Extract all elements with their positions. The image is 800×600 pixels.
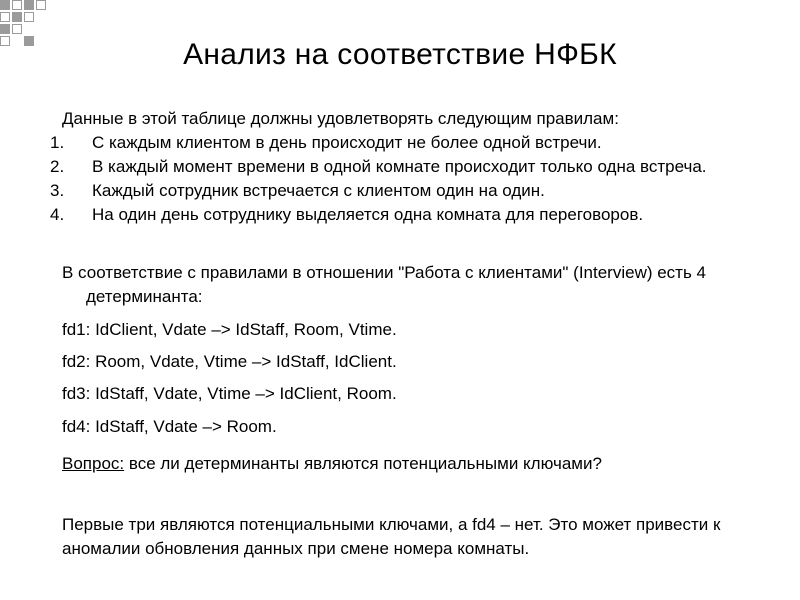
decor-square: [0, 0, 10, 10]
decor-square: [12, 0, 22, 10]
rule-item: [50, 155, 770, 179]
question-label: Вопрос:: [62, 454, 125, 473]
decor-square: [24, 12, 34, 22]
decor-square: [12, 12, 22, 22]
rules-list: [50, 131, 770, 227]
decor-square: [0, 12, 10, 22]
rule-item: [50, 179, 770, 203]
rule-item: [50, 131, 770, 155]
rule-text: Каждый сотрудник встречается с клиентом один на один.: [92, 181, 545, 200]
rules-intro: Данные в этой таблице должны удовлетворять следующим правилам:: [62, 109, 619, 128]
slide-title: Анализ на соответствие НФБК: [183, 38, 617, 71]
answer-text: Первые три являются потенциальными ключами, а fd4 – нет. Это может привести к аномалии обновления данных при смене номера комнаты.: [62, 515, 721, 558]
rule-number: 2.: [50, 157, 65, 176]
question: [62, 452, 602, 476]
question-text: все ли детерминанты являются потенциальными ключами?: [124, 454, 602, 473]
decor-square: [12, 24, 22, 34]
rule-text: С каждым клиентом в день происходит не более одной встречи.: [92, 133, 602, 152]
functional-dependency: fd2: Room, Vdate, Vtime –> IdStaff, IdClient.: [62, 352, 397, 371]
decor-square: [36, 0, 46, 10]
rule-text: На один день сотруднику выделяется одна комната для переговоров.: [92, 205, 644, 224]
functional-dependency: fd1: IdClient, Vdate –> IdStaff, Room, Vtime.: [62, 320, 397, 339]
functional-dependency: fd3: IdStaff, Vdate, Vtime –> IdClient, Room.: [62, 384, 397, 403]
determinants-intro: В соответствие с правилами в отношении "Работа с клиентами" (Interview) есть 4 детерминанта:: [62, 263, 706, 306]
decor-square: [0, 24, 10, 34]
functional-dependency: fd4: IdStaff, Vdate –> Room.: [62, 417, 277, 436]
rule-text: В каждый момент времени в одной комнате происходит только одна встреча.: [92, 157, 707, 176]
rule-item: [50, 203, 770, 227]
decor-square: [24, 0, 34, 10]
rule-number: 3.: [50, 181, 65, 200]
rule-number: 1.: [50, 133, 65, 152]
rule-number: 4.: [50, 205, 65, 224]
